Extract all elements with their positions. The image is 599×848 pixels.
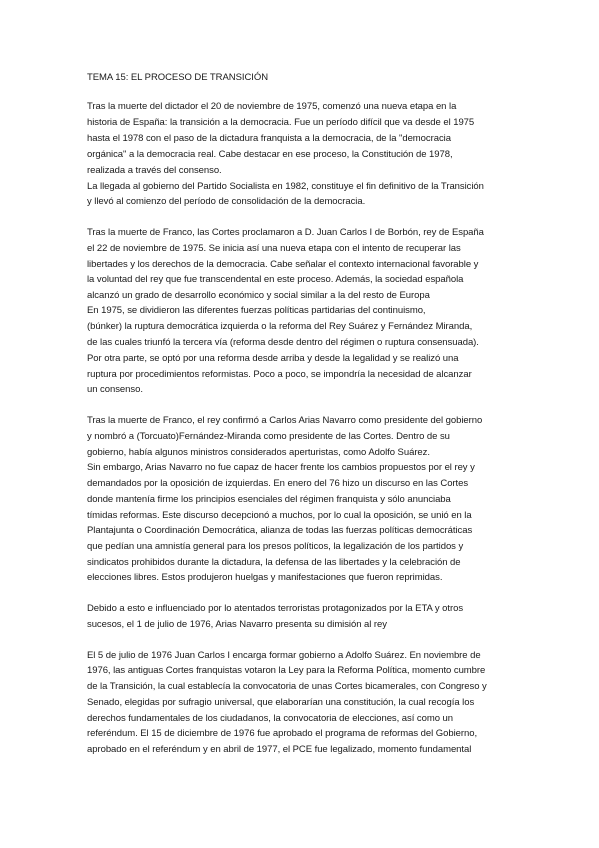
- text-line: Tras la muerte del dictador el 20 de noviembre de 1975, comenzó una nueva etapa en la: [87, 101, 457, 112]
- text-line: demandados por la oposición de izquierdas. En enero del 76 hizo un discurso en las Cortes: [87, 478, 469, 489]
- text-line: La llegada al gobierno del Partido Socialista en 1982, constituye el fin definitivo de la Transición: [87, 181, 484, 192]
- text-line: y nombró a (Torcuato)Fernández-Miranda como presidente de las Cortes. Dentro de su: [87, 431, 450, 442]
- text-line: la voluntad del rey que fue transcendental en este proceso. Además, la sociedad española: [87, 274, 464, 285]
- text-line: historia de España: la transición a la democracia. Fue un período difícil que va desde el 1975: [87, 117, 475, 128]
- text-line: un consenso.: [87, 384, 143, 395]
- text-line: (búnker) la ruptura democrática izquierda o la reforma del Rey Suárez y Fernández Miranda,: [87, 321, 473, 332]
- text-line: alcanzó un grado de desarrollo económico y social similar a la del resto de Europa: [87, 290, 430, 301]
- text-line: que pedían una amnistía general para los presos políticos, la legalización de los partidos y: [87, 541, 464, 552]
- text-line: sindicatos prohibidos durante la dictadura, la defensa de las libertades y la celebración de: [87, 557, 461, 568]
- text-line: realizada a través del consenso.: [87, 165, 222, 176]
- text-line: sucesos, el 1 de julio de 1976, Arias Navarro presenta su dimisión al rey: [87, 619, 387, 630]
- text-line: gobierno, había algunos ministros considerados aperturistas, como Adolfo Suárez.: [87, 447, 430, 458]
- text-line: orgánica" a la democracia real. Cabe destacar en ese proceso, la Constitución de 1978,: [87, 149, 453, 160]
- text-line: libertades y los derechos de la democracia. Cabe señalar el contexto internacional favorable y: [87, 259, 479, 270]
- text-line: aprobado en el referéndum y en abril de 1977, el PCE fue legalizado, momento fundamental: [87, 744, 472, 755]
- text-line: Tras la muerte de Franco, las Cortes proclamaron a D. Juan Carlos I de Borbón, rey de España: [87, 227, 484, 238]
- text-line: y llevó al comienzo del período de consolidación de la democracia.: [87, 196, 366, 207]
- document-title: TEMA 15: EL PROCESO DE TRANSICIÓN: [87, 72, 269, 83]
- text-line: de las cuales triunfó la tercera vía (reforma desde dentro del régimen o ruptura consensuada).: [87, 337, 479, 348]
- text-line: Tras la muerte de Franco, el rey confirmó a Carlos Arias Navarro como presidente del gobierno: [87, 415, 483, 426]
- text-line: donde mantenía firme los principios esenciales del régimen franquista y sólo anunciaba: [87, 494, 451, 505]
- text-line: En 1975, se dividieron las diferentes fuerzas políticas partidarias del continuismo,: [87, 305, 426, 316]
- text-line: ruptura por procedimientos reformistas. Poco a poco, se impondría la necesidad de alcanzar: [87, 369, 472, 380]
- text-line: el 22 de noviembre de 1975. Se inicia así una nueva etapa con el intento de recuperar las: [87, 243, 461, 254]
- text-line: de la Transición, la cual establecía la convocatoria de unas Cortes bicamerales, con Congreso y: [87, 681, 487, 692]
- text-line: hasta el 1978 con el paso de la dictadura franquista a la democracia, de la "democracia: [87, 133, 451, 144]
- text-line: referéndum. El 15 de diciembre de 1976 fue aprobado el programa de reformas del Gobierno,: [87, 728, 478, 739]
- text-line: 1976, las antiguas Cortes franquistas votaron la Ley para la Reforma Política, momento cumbre: [87, 665, 486, 676]
- text-line: El 5 de julio de 1976 Juan Carlos I encarga formar gobierno a Adolfo Suárez. En noviembre de: [87, 650, 481, 661]
- text-line: Sin embargo, Arias Navarro no fue capaz de hacer frente los cambios propuestos por el rey y: [87, 462, 475, 473]
- text-line: elecciones libres. Estos produjeron huelgas y manifestaciones que fueron reprimidas.: [87, 572, 443, 583]
- text-line: Senado, elegidas por sufragio universal, que elaborarían una constitución, la cual recogía los: [87, 697, 475, 708]
- text-line: tímidas reformas. Este discurso decepcionó a muchos, por lo cual la oposición, se unió en la: [87, 510, 472, 521]
- text-line: Debido a esto e influenciado por lo atentados terroristas protagonizados por la ETA y otros: [87, 603, 464, 614]
- text-line: Por otra parte, se optó por una reforma desde arriba y desde la legalidad y se realizó una: [87, 353, 459, 364]
- text-line: derechos fundamentales de los ciudadanos, la convocatoria de elecciones, así como un: [87, 713, 454, 724]
- text-line: Plantajunta o Coordinación Democrática, alianza de todas las fuerzas políticas democráticas: [87, 525, 473, 536]
